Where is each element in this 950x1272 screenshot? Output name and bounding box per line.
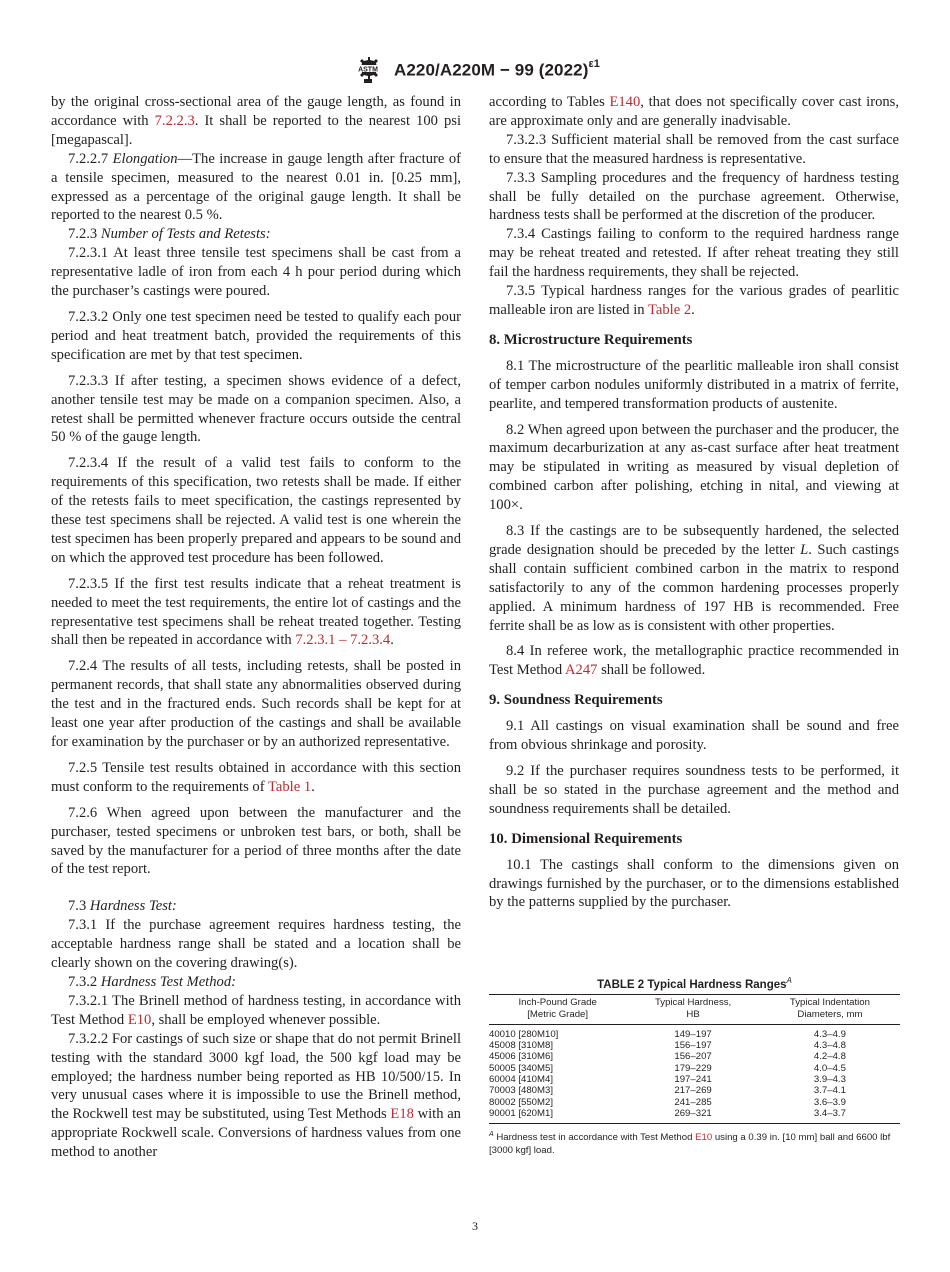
paragraph — [51, 93, 461, 150]
document-header — [0, 54, 950, 86]
paragraph — [489, 762, 899, 819]
table-cell: 217–269 — [674, 1085, 712, 1097]
table-cell: 241–285 — [674, 1096, 712, 1108]
table-row — [489, 1074, 900, 1085]
text-run: . — [390, 632, 394, 649]
table-cell: 156–207 — [674, 1051, 712, 1063]
paragraph — [489, 93, 899, 131]
cross-reference-link[interactable]: Table 2 — [648, 301, 692, 318]
table-cell: 70003 [480M3] — [489, 1085, 554, 1097]
paragraph — [51, 916, 461, 973]
hardness-table — [489, 994, 900, 1124]
table-cell: 40010 [280M10] — [489, 1028, 559, 1040]
table-cell: 3.6–3.9 — [813, 1096, 846, 1108]
table-cell: 60004 [410M4] — [489, 1074, 554, 1086]
table-row — [489, 1024, 900, 1040]
document-designation: A220/A220M − 99 $(2022)^{\varepsilon 1}$ — [393, 57, 601, 80]
right-column — [489, 93, 899, 912]
text-run: 7.3.1 If the purchase agreement requires hardness testing, the acceptable hardness range shall be stated and a location shall be clearly shown on the covering drawing(s). — [51, 917, 461, 972]
cross-reference-link[interactable]: E18 — [390, 1106, 414, 1123]
paragraph — [51, 992, 461, 1030]
column-header-line: [Metric Grade] — [527, 1008, 589, 1020]
text-run: 7.2.3.5 If the first test results indicate that a reheat treatment is needed to meet the test requirements, the entire lot of castings and the representative test specimens shall be reheat treated together. Testing shall then be repeated in accordance with — [51, 575, 461, 649]
column-header-line: Inch-Pound Grade — [518, 996, 597, 1008]
text-run: 7.3 — [68, 898, 90, 915]
footnote-link-e10[interactable]: E10 — [695, 1132, 713, 1144]
paragraph — [51, 372, 461, 448]
text-run: 7.2.3.2 Only one test specimen need be tested to qualify each pour period and heat treatment batch, provided the requirements of this specification are met by that test specimen. — [51, 308, 461, 363]
paragraph — [489, 169, 899, 226]
text-run: 7.2.4 The results of all tests, including retests, shall be posted in permanent records, that shall state any abnormalities observed during the test and in the fractured ends. Such records shall be kept for at least one year after production of the castings and shall be available for examination by the purchaser or by an authorized representative. — [51, 658, 461, 750]
text-run: 7.2.5 Tensile test results obtained in accordance with this section must conform to the requirements of — [51, 759, 461, 795]
table-cell: 197–241 — [674, 1074, 712, 1086]
table-row — [489, 1085, 900, 1096]
table-header-row — [489, 994, 900, 1024]
paragraph — [51, 308, 461, 365]
svg-text:ASTM: ASTM — [358, 66, 378, 74]
italic-text: Hardness Test Method: — [100, 973, 236, 990]
column-header-line: Typical Indentation — [789, 996, 870, 1008]
text-run: 7.3.2 — [68, 973, 101, 990]
text-run: 8.1 The microstructure of the pearlitic malleable iron shall consist of temper carbon nodules uniformly distributed in a matrix of ferrite, pearlite, and tempered transformation products of austenite. — [489, 357, 899, 412]
paragraph — [489, 131, 899, 169]
text-run: —The increase in gauge length after fracture of a tensile specimen, measured to the nearest 0.01 in. [0.25 mm], expressed as a percentage of the original gauge length. It shall be reported to the nearest 0.5 %. — [51, 150, 462, 224]
left-column — [51, 93, 461, 1162]
table-cell: 269–321 — [674, 1107, 712, 1119]
section-heading: 8. Microstructure Requirements — [489, 331, 693, 348]
text-run: 7.2.3.1 At least three tensile test specimens shall be cast from a representative ladle of iron from each 4 h pour period during which the purchaser’s castings were poured. — [51, 245, 461, 300]
paragraph — [489, 717, 899, 755]
paragraph — [51, 225, 461, 244]
table-cell: 90001 [620M1] — [489, 1107, 554, 1119]
table-cell: 149–197 — [674, 1028, 712, 1040]
text-run: with an appropriate Rockwell scale. Conversions of hardness values from one method to another — [51, 1106, 461, 1161]
column-header — [626, 994, 760, 1024]
paragraph — [489, 282, 899, 320]
table-cell: 179–229 — [674, 1062, 712, 1074]
paragraph — [51, 804, 461, 880]
table-row — [489, 1040, 900, 1051]
column-header — [489, 994, 626, 1024]
paragraph — [51, 575, 461, 651]
cross-reference-link[interactable]: E10 — [127, 1011, 152, 1028]
text-run: . — [691, 301, 695, 318]
paragraph — [51, 973, 461, 992]
text-run: . It shall be reported to the nearest 100 psi [megapascal]. — [51, 112, 461, 148]
text-run: by the original cross-sectional area of the gauge length, as found in accordance with — [51, 94, 461, 129]
table-cell: 3.9–4.3 — [813, 1074, 846, 1086]
table-cell: 4.3–4.8 — [813, 1040, 846, 1052]
paragraph — [51, 759, 461, 797]
text-run: 8.3 If the castings are to be subsequently hardened, the selected grade designation should be preceded by the letter — [489, 523, 899, 558]
paragraph — [489, 421, 899, 516]
text-run: . Such castings shall contain sufficient combined carbon in the matrix to respond satisfactorily to any of the common hardening processes properly applied. A minimum hardness of 197 HB is recommended. Free ferrite shall be as low as is consistent with other properties. — [489, 541, 899, 634]
paragraph — [489, 642, 899, 680]
column-header — [760, 994, 900, 1024]
text-run: 7.2.3.3 If after testing, a specimen shows evidence of a defect, another tensile test may be made on a companion specimen. Also, a retest shall be permitted whenever fracture occurs outside the central 50 % of the gauge length. — [51, 372, 461, 446]
cross-reference-link[interactable]: 7.2.2.3 — [154, 112, 195, 129]
table-row — [489, 1051, 900, 1062]
text-run: 7.2.6 When agreed upon between the manufacturer and the purchaser, tested specimens or unbroken test bars, or both, shall be saved by the manufacturer for a period of three months after the date of the test report. — [51, 804, 461, 878]
section-heading: 10. Dimensional Requirements — [489, 830, 683, 847]
text-run: 7.2.3 — [68, 226, 101, 243]
section-heading: 9. Soundness Requirements — [489, 692, 663, 709]
text-run: 7.3.3 Sampling procedures and the frequency of hardness testing shall be fully detailed on the purchase agreement. Otherwise, hardness tests shall be performed at the discretion of the producer. — [489, 169, 899, 224]
table-cell: 45006 [310M6] — [489, 1051, 554, 1063]
table-row — [489, 1063, 900, 1074]
column-header-line: Typical Hardness, — [654, 996, 732, 1008]
table-cell: 3.7–4.1 — [813, 1085, 846, 1097]
paragraph — [51, 1030, 461, 1162]
table-cell: 156–197 — [674, 1040, 712, 1052]
column-header-line: Diameters, mm — [797, 1008, 863, 1020]
paragraph — [51, 244, 461, 301]
paragraph — [51, 454, 461, 567]
italic-text: Hardness Test: — [89, 898, 177, 915]
table-cell: 80002 [550M2] — [489, 1096, 554, 1108]
table-cell: 4.3–4.9 — [813, 1028, 846, 1040]
table-footnote: $^A$ Hardness test in accordance with Test Method E10 using a 0.39 in. [10 mm] ball and 6600 lbf [3000 kgf] load. — [489, 1131, 891, 1157]
paragraph — [51, 897, 461, 916]
italic-text: Elongation — [112, 150, 178, 167]
paragraph — [489, 357, 899, 414]
text-run: , that does not specifically cover cast irons, are approximate only and are generally inadvisable. — [489, 94, 899, 129]
table-body — [489, 1024, 900, 1123]
text-run: . — [311, 778, 315, 795]
text-run: shall be followed. — [597, 662, 706, 679]
page-number: 3 — [472, 1219, 478, 1233]
table-cell: 45008 [310M8] — [489, 1040, 554, 1052]
italic-text: L — [800, 541, 809, 558]
text-run: 7.2.2.7 — [68, 150, 113, 167]
table-row — [489, 1097, 900, 1108]
astm-logo-icon — [350, 55, 386, 85]
text-run: 9.1 All castings on visual examination shall be sound and free from obvious shrinkage and porosity. — [489, 718, 899, 754]
text-run: , shall be employed whenever possible. — [151, 1011, 381, 1028]
text-run: 7.3.2.2 For castings of such size or shape that do not permit Brinell testing with the standard 3000 kgf load, the 500 kgf load may be employed; the hardness number being reported as HB 10/500/15. In very unusual cases where it is impossible to use the Brinell method, the Rockwell test may be substituted, using Test Methods — [51, 1030, 461, 1123]
table-cell: 4.2–4.8 — [813, 1051, 846, 1063]
text-run: 10.1 The castings shall conform to the dimensions given on drawings furnished by the purchaser, or to the dimensions established by the patterns supplied by the purchaser. — [489, 856, 899, 911]
paragraph — [489, 225, 899, 282]
text-run: 8.2 When agreed upon between the purchaser and the producer, the maximum decarburization at any as-cast surface after heat treatment may be stipulated in writing as measured by visual depletion of combined carbon after polishing, etching in nital, and viewing at 100×. — [489, 421, 899, 514]
text-run: 7.3.5 Typical hardness ranges for the various grades of pearlitic malleable iron are listed in — [489, 283, 899, 318]
text-run: 7.3.2.1 The Brinell method of hardness testing, in accordance with Test Method — [51, 992, 461, 1028]
text-run: 9.2 If the purchaser requires soundness tests to be performed, it shall be so stated in the purchase agreement and the method and soundness requirements shall be detailed. — [489, 763, 899, 817]
cross-reference-link[interactable]: Table 1 — [267, 778, 312, 795]
paragraph — [489, 856, 899, 913]
column-header-line: HB — [686, 1008, 700, 1020]
italic-text: Number of Tests and Retests: — [100, 226, 271, 243]
table-2 — [489, 976, 900, 1157]
table-row — [489, 1108, 900, 1124]
cross-reference-link[interactable]: A247 — [565, 662, 598, 679]
cross-reference-link[interactable]: E140 — [609, 94, 641, 110]
text-run: according to Tables — [489, 94, 610, 110]
table-cell: 4.0–4.5 — [813, 1062, 846, 1074]
text-run: 7.3.2.3 Sufficient material shall be removed from the cast surface to ensure that the measured hardness is representative. — [489, 131, 899, 167]
table-title: TABLE 2 Typical Hardness Ranges$^A$ — [597, 976, 792, 991]
paragraph — [51, 150, 461, 226]
text-run: 7.2.3.4 If the result of a valid test fails to conform to the requirements of this specification, two retests shall be made. If either of the retests fails to meet specification, the castings represented by these test specimens shall be rejected. A valid test is one wherein the test specimen has been properly prepared and appears to be sound and on which the approved test procedure has been followed. — [51, 455, 461, 566]
text-run: 8.4 In referee work, the metallographic practice recommended in Test Method — [489, 643, 899, 679]
table-cell: 3.4–3.7 — [813, 1107, 846, 1119]
paragraph — [489, 522, 899, 635]
text-run: 7.3.4 Castings failing to conform to the required hardness range may be reheat treated and retested. If after reheat treating they still fail the hardness requirements, they shall be rejected. — [489, 226, 899, 281]
table-cell: 50005 [340M5] — [489, 1062, 554, 1074]
cross-reference-link[interactable]: 7.2.3.1 – 7.2.3.4 — [295, 632, 391, 649]
paragraph — [51, 657, 461, 752]
